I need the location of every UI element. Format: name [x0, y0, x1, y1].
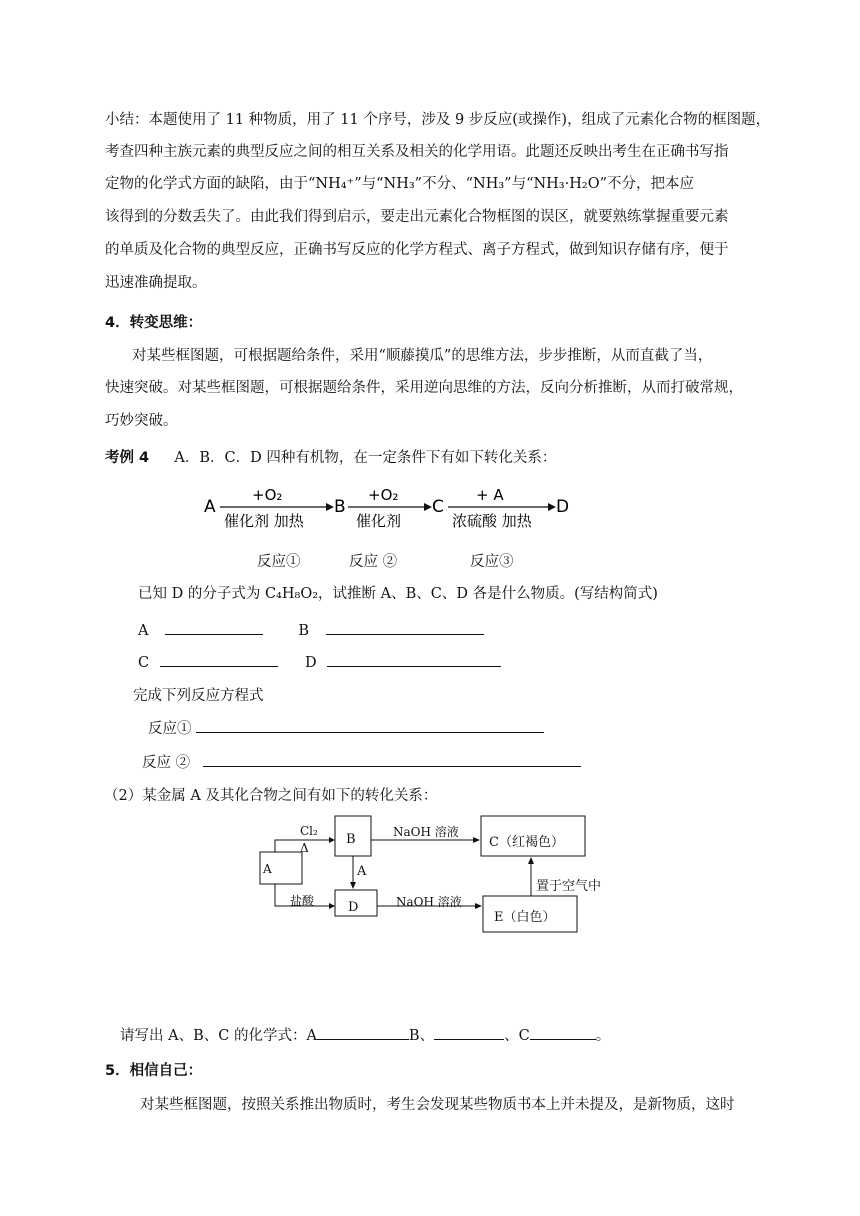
answer-blank-b[interactable] [326, 620, 484, 635]
naoh-label-1: NaOH 溶液 [393, 825, 459, 839]
reaction-label-3: 反应③ [470, 554, 514, 570]
summary-line-5: 的单质及化合物的典型反应，正确书写反应的化学方程式、离子方程式，做到知识存储有序，便于 [105, 242, 729, 258]
given-text: 已知 D 的分子式为 C₄H₈O₂，试推断 A、B、C、D 各是什么物质。(写结构简式) [138, 586, 658, 602]
a-arrow-label: A [357, 864, 367, 879]
section-4-heading: 4．转变思维： [105, 315, 203, 331]
question-c: 、C [504, 1028, 530, 1044]
box-b-label: B [346, 832, 356, 847]
acid-label: 盐酸 [290, 894, 315, 908]
example-4-text: A．B．C．D 四种有机物，在一定条件下有如下转化关系： [174, 450, 557, 466]
delta-label: Δ [300, 841, 309, 855]
air-label: 置于空气中 [536, 879, 602, 894]
naoh-label-2: NaOH 溶液 [396, 895, 462, 909]
answer-blank-metal-a[interactable] [317, 1025, 409, 1040]
question-line [120, 1025, 610, 1046]
answer-row-cd [138, 652, 505, 673]
equation-blank-1[interactable] [196, 718, 544, 733]
part-2-text: （2）某金属 A 及其化合物之间有如下的转化关系： [104, 788, 438, 804]
complete-equations-text: 完成下列反应方程式 [133, 688, 264, 704]
question-prefix: 请写出 A、B、C 的化学式：A [120, 1028, 317, 1044]
box-e-label: E（白色） [494, 910, 556, 925]
answer-row-ab [138, 620, 488, 641]
section-4-line-1: 对某些框图题，可根据题给条件，采用“顺藤摸瓜”的思维方法，步步推断，从而直截了当， [132, 348, 713, 364]
equation-blank-2[interactable] [203, 752, 581, 767]
answer-blank-metal-c[interactable] [530, 1025, 596, 1040]
arrow3-bottom: 浓硫酸 加热 [452, 512, 532, 530]
blank-label-d: D [304, 655, 317, 671]
arrow2-top: +O₂ [368, 486, 399, 504]
question-end: 。 [595, 1028, 611, 1044]
section-5-line-1: 对某些框图题，按照关系推出物质时，考生会发现某些物质书本上并未提及，是新物质，这时 [140, 1097, 735, 1113]
cl2-label: Cl₂ [300, 824, 318, 838]
summary-line-2: 考查四种主族元素的典型反应之间的相互关系及相关的化学用语。此题还反映出考生在正确书写指 [105, 144, 729, 160]
example-4-line [105, 448, 556, 468]
reaction-label-1: 反应① [257, 554, 301, 570]
arrow1-top: +O₂ [252, 486, 283, 504]
equation-label-2: 反应 ② [142, 755, 191, 771]
blank-label-b: B [298, 623, 309, 639]
answer-blank-d[interactable] [327, 652, 501, 667]
section-4-line-3: 巧妙突破。 [105, 413, 178, 429]
reaction-label-2: 反应 ② [349, 554, 398, 570]
summary-line-3: 定物的化学式方面的缺陷，由于“NH₄⁺”与“NH₃”不分、“NH₃”与“NH₃·H₂O”不分，把本应 [105, 176, 694, 192]
summary-line-4: 该得到的分数丢失了。由此我们得到启示，要走出元素化合物框图的误区，就要熟练掌握重要元素 [105, 209, 729, 225]
equation-label-1: 反应① [148, 721, 192, 737]
box-a-label: A [263, 862, 272, 876]
summary-line-1: 小结：本题使用了 11 种物质，用了 11 个序号，涉及 9 步反应(或操作)，组成了元素化合物的框图题， [105, 112, 771, 128]
blank-label-a: A [138, 623, 149, 639]
answer-blank-c[interactable] [160, 652, 278, 667]
arrow3-top: + A [476, 486, 504, 504]
answer-blank-a[interactable] [165, 620, 263, 635]
scheme-D: D [556, 497, 570, 517]
question-b: B、 [408, 1028, 435, 1044]
box-d-label: D [348, 900, 359, 915]
blank-label-c: C [138, 655, 150, 671]
scheme-C: C [432, 497, 444, 517]
arrow1-bottom: 催化剂 加热 [224, 512, 304, 530]
equation-row-2 [142, 752, 585, 773]
example-4-tag: 考例 4 [105, 450, 150, 466]
box-c-label: C（红褐色） [489, 835, 564, 850]
section-4-line-2: 快速突破。对某些框图题，可根据题给条件，采用逆向思维的方法，反向分析推断，从而打破常规， [105, 380, 743, 396]
arrow2-bottom: 催化剂 [356, 512, 402, 530]
answer-blank-metal-b[interactable] [434, 1025, 504, 1040]
section-5-heading: 5．相信自己： [105, 1063, 203, 1079]
reaction-scheme [200, 482, 580, 538]
scheme-A: A [204, 497, 216, 517]
scheme-B: B [334, 497, 346, 517]
summary-line-6: 迅速准确提取。 [105, 275, 207, 291]
equation-row-1 [148, 718, 548, 739]
